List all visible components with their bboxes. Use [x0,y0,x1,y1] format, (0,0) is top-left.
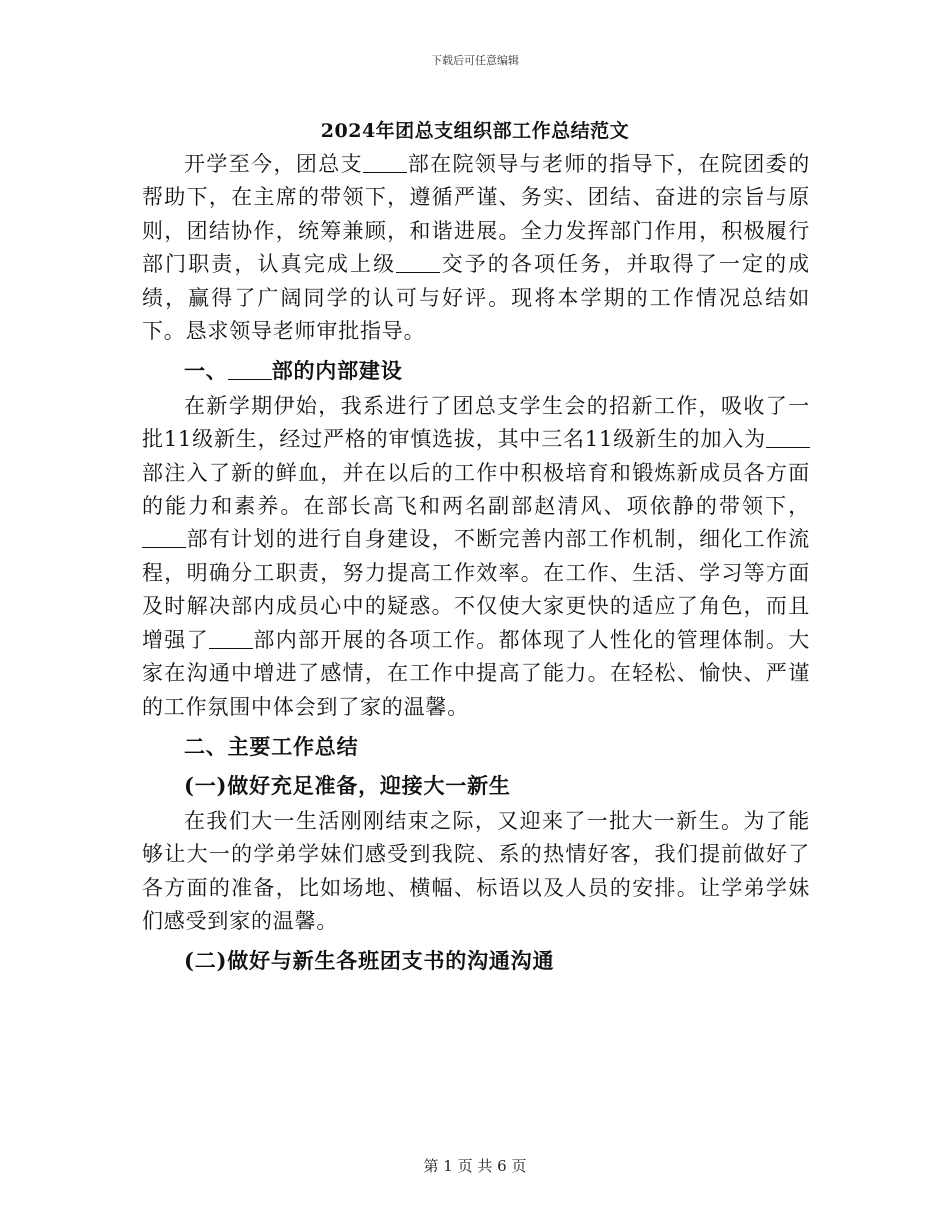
section-1-paragraph [142,390,810,724]
document-body [142,148,810,980]
section-1-text-3: 部有计划的进行自身建设，不断完善内部工作机制，细化工作流程，明确分工职责，努力提高工作效率。在工作、生活、学习等方面及时解决部内成员心中的疑惑。不仅使大家更快的适应了角色，而且增强了 [142,527,810,652]
document-title: 2024年团总支组织部工作总结范文 [320,120,630,142]
blank-underline [766,426,810,448]
blank-underline [209,627,253,649]
subsection-1-paragraph: 在我们大一生活刚刚结束之际，又迎来了一批大一新生。为了能够让大一的学弟学妹们感受到我院、系的热情好客，我们提前做好了各方面的准备，比如场地、横幅、标语以及人员的安排。让学弟学妹们感受到家的温馨。 [142,808,810,933]
intro-text-1: 开学至今，团总支 [184,152,364,176]
blank-underline [363,151,407,173]
page-number: 第 1 页 共 6 页 [423,1157,527,1175]
intro-text-3: 交予的各项任务，并取得了一定的成绩，赢得了广阔同学的认可与好评。现将本学期的工作情况总结如下。恳求领导老师审批指导。 [142,252,810,344]
section-1-text-1: 在新学期伊始，我系进行了团总支学生会的招新工作，吸收了一批11级新生，经过严格的审慎选拔，其中三名11级新生的加入为 [142,393,810,452]
section-1-heading [142,354,810,387]
subsection-1-heading: (一)做好充足准备，迎接大一新生 [184,773,511,799]
section-1-text-2: 部注入了新的鲜血，并在以后的工作中积极培育和锻炼新成员各方面的能力和素养。在部长高飞和两名副部赵清风、项依静的带领下， [142,460,810,519]
section-1-heading-prefix: 一、 [184,358,228,384]
section-1-heading-suffix: 部的内部建设 [271,358,403,384]
subsection-2-heading: (二)做好与新生各班团支书的沟通沟通 [184,948,555,974]
blank-underline [228,358,272,380]
intro-paragraph [142,148,810,348]
blank-underline [142,526,186,548]
blank-underline [396,251,440,273]
section-2-heading: 二、主要工作总结 [184,733,359,759]
page-header-note: 下载后可任意编辑 [431,54,519,67]
intro-text-2: 部在院领导与老师的指导下，在院团委的帮助下，在主席的带领下，遵循严谨、务实、团结、奋进的宗旨与原则，团结协作，统筹兼顾，和谐进展。全力发挥部门作用，积极履行部门职责，认真完成上级 [142,152,810,277]
section-1-text-4: 部内部开展的各项工作。都体现了人性化的管理体制。大家在沟通中增进了感情，在工作中提高了能力。在轻松、愉快、严谨的工作氛围中体会到了家的温馨。 [142,627,811,719]
